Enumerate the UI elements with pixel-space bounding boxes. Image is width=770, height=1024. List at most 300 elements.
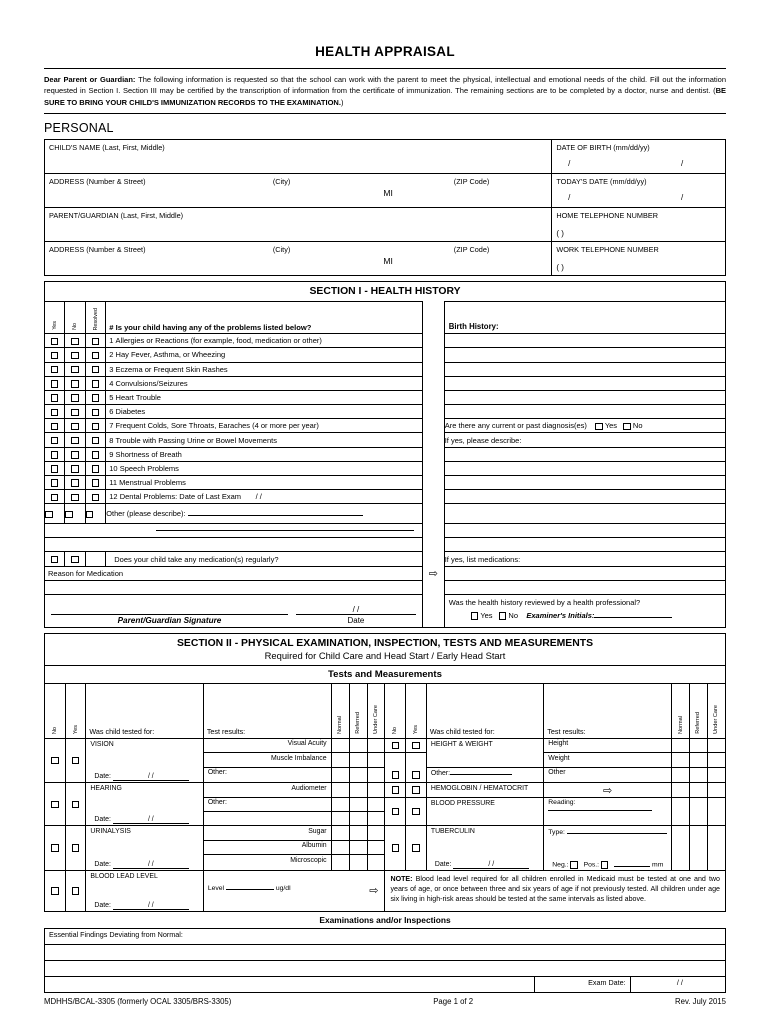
section1-table: [44, 301, 726, 628]
examiner-initials-input[interactable]: [594, 617, 672, 618]
checkbox-resolved-4[interactable]: [85, 376, 105, 390]
checkbox-medication-no[interactable]: [65, 552, 85, 566]
checkbox-yes-9[interactable]: [45, 447, 65, 461]
signature-row: [45, 594, 423, 627]
describe-line-7[interactable]: [444, 538, 725, 552]
tm-col-normal-label: Normal: [337, 715, 344, 734]
reviewed-no-label: No: [508, 610, 519, 620]
urinalysis-referred-1[interactable]: [349, 826, 367, 841]
blood-pressure-test-cell: [426, 797, 543, 826]
home-phone-field[interactable]: [552, 208, 726, 242]
vision-normal-3[interactable]: [331, 767, 349, 783]
intro-bold-tail: BE SURE TO BRING YOUR CHILD'S IMMUNIZATION RECORDS TO THE EXAMINATION.: [44, 86, 726, 107]
bp-yes-checkbox[interactable]: [406, 797, 427, 826]
checkbox-icon[interactable]: [86, 511, 94, 519]
findings-line-2[interactable]: [45, 960, 726, 976]
hearing-normal-2[interactable]: [331, 797, 349, 812]
problem-item-2: [106, 348, 423, 362]
hearing-undercare-2[interactable]: [367, 797, 385, 812]
hearing-referred-2[interactable]: [349, 797, 367, 812]
checkbox-icon[interactable]: [51, 437, 59, 445]
col-yes-header: [45, 302, 65, 334]
checkbox-icon[interactable]: [71, 366, 79, 374]
describe-line-5[interactable]: [444, 504, 725, 524]
checkbox-icon[interactable]: [71, 338, 79, 346]
urinalysis-result-sugar[interactable]: Sugar: [203, 826, 331, 841]
tm-col-referred-right: [690, 683, 708, 738]
checkbox-icon[interactable]: [412, 808, 420, 816]
vision-label: VISION: [90, 740, 114, 748]
hearing-result-other[interactable]: Other:: [203, 797, 331, 812]
arrow-column-spacer: [422, 524, 444, 538]
tm-col-yes-right: [406, 683, 427, 738]
parent-signature-label: Parent/Guardian Signature: [117, 615, 222, 625]
tm-col-referred-left: [349, 683, 367, 738]
checkbox-icon[interactable]: [392, 742, 400, 750]
hw-other-no-checkbox[interactable]: [385, 767, 406, 783]
checkbox-yes-5[interactable]: [45, 390, 65, 404]
table-row: [45, 433, 726, 447]
vision-yes-checkbox[interactable]: [65, 738, 86, 783]
table-row: [45, 594, 726, 627]
hw-result-other[interactable]: Other: [544, 767, 672, 783]
tb-normal[interactable]: [672, 826, 690, 871]
date-mark: / /: [113, 816, 189, 824]
home-phone-label: HOME TELEPHONE NUMBER: [556, 211, 658, 221]
checkbox-no-8[interactable]: [65, 433, 85, 447]
birth-history-line-1[interactable]: [444, 334, 725, 348]
checkbox-resolved-other[interactable]: [85, 504, 105, 524]
checkbox-resolved-12[interactable]: [85, 490, 105, 504]
problem-item-10: [106, 461, 423, 475]
tb-type-label: Type:: [548, 829, 565, 837]
checkbox-icon[interactable]: [92, 394, 100, 402]
todays-date-slashes: / /: [568, 193, 710, 203]
checkbox-no-1[interactable]: [65, 334, 85, 348]
exam-date-label: Exam Date:: [535, 976, 630, 992]
hearing-result-blank[interactable]: [203, 812, 331, 826]
describe-line-3[interactable]: [444, 476, 725, 490]
checkbox-no-5[interactable]: [65, 390, 85, 404]
checkbox-icon[interactable]: [51, 409, 59, 417]
checkbox-icon[interactable]: [92, 479, 100, 487]
describe-line-1[interactable]: [444, 447, 725, 461]
urinalysis-no-checkbox[interactable]: [45, 826, 66, 871]
checkbox-icon[interactable]: [72, 801, 80, 809]
blood-lead-date-field[interactable]: [90, 902, 188, 910]
lead-no-checkbox[interactable]: [45, 870, 66, 911]
blood-lead-arrow-icon: ⇨: [369, 884, 379, 897]
checkbox-resolved-3[interactable]: [85, 362, 105, 376]
tb-type-input[interactable]: [567, 833, 667, 834]
problem-item-3: [106, 362, 423, 376]
tuberculin-label: TUBERCULIN: [430, 828, 475, 836]
urinalysis-normal-3[interactable]: [331, 855, 349, 871]
checkbox-resolved-11[interactable]: [85, 476, 105, 490]
intro-lead: Dear Parent or Guardian:: [44, 75, 136, 84]
item-text: Diabetes: [115, 407, 146, 417]
checkbox-yes-1[interactable]: [45, 334, 65, 348]
exam-date-field[interactable]: / /: [630, 976, 725, 992]
vision-normal-2[interactable]: [331, 753, 349, 768]
birth-history-line-5[interactable]: [444, 390, 725, 404]
hearing-referred-3[interactable]: [349, 812, 367, 826]
urinalysis-referred-3[interactable]: [349, 855, 367, 871]
checkbox-icon[interactable]: [51, 887, 59, 895]
hw-other-yes-checkbox[interactable]: [406, 767, 427, 783]
checkbox-icon[interactable]: [51, 451, 59, 459]
checkbox-no-6[interactable]: [65, 405, 85, 419]
tm-col-tested-right: Was child tested for:: [426, 683, 543, 738]
checkbox-icon[interactable]: [51, 556, 59, 564]
tm-col-referred-label: Referred: [695, 712, 702, 734]
medication-question-text: Does your child take any medication(s) regularly?: [114, 554, 279, 564]
vision-normal-1[interactable]: [331, 738, 349, 753]
checkbox-icon[interactable]: [412, 786, 420, 794]
hearing-no-checkbox[interactable]: [45, 783, 66, 826]
checkbox-icon[interactable]: [51, 465, 59, 473]
section2-subtitle: Required for Child Care and Head Start / Early Head Start: [264, 649, 506, 661]
vision-no-checkbox[interactable]: [45, 738, 66, 783]
tuberculin-results-cell: [544, 826, 672, 871]
checkbox-no-3[interactable]: [65, 362, 85, 376]
arrow-column-spacer: [422, 419, 444, 433]
tb-yes-checkbox[interactable]: [406, 826, 427, 871]
checkbox-no-4[interactable]: [65, 376, 85, 390]
describe-line-2[interactable]: [444, 461, 725, 475]
checkbox-icon[interactable]: [92, 409, 100, 417]
checkbox-resolved-9[interactable]: [85, 447, 105, 461]
diagnosis-question-cell: [444, 419, 725, 433]
checkbox-icon[interactable]: [392, 808, 400, 816]
col-resolved-header: [85, 302, 105, 334]
hw-result-height[interactable]: Height: [544, 738, 672, 753]
checkbox-icon[interactable]: [570, 861, 578, 869]
tm-col-no-label: No: [51, 726, 58, 734]
vision-result-other[interactable]: Other:: [203, 767, 331, 783]
checkbox-icon[interactable]: [623, 423, 631, 431]
date-mark: / /: [113, 773, 189, 781]
child-name-field[interactable]: [45, 140, 552, 174]
hw-no-checkbox[interactable]: [385, 738, 406, 753]
hearing-yes-checkbox[interactable]: [65, 783, 86, 826]
parent-guardian-field[interactable]: [45, 208, 552, 242]
vision-result-muscle-imbalance[interactable]: Muscle Imbalance: [203, 753, 331, 768]
checkbox-icon[interactable]: [412, 844, 420, 852]
checkbox-resolved-6[interactable]: [85, 405, 105, 419]
checkbox-icon[interactable]: [71, 437, 79, 445]
tm-col-yes-left: [65, 683, 86, 738]
checkbox-icon[interactable]: [51, 394, 59, 402]
checkbox-no-10[interactable]: [65, 461, 85, 475]
vision-undercare-3[interactable]: [367, 767, 385, 783]
checkbox-yes-2[interactable]: [45, 348, 65, 362]
urinalysis-result-microscopic[interactable]: Microscopic: [203, 855, 331, 871]
checkbox-icon[interactable]: [92, 423, 100, 431]
urinalysis-normal-1[interactable]: [331, 826, 349, 841]
problems-question: [106, 302, 423, 334]
tm-col-yes-label: Yes: [413, 724, 419, 734]
item-text: Speech Problems: [119, 463, 179, 473]
checkbox-icon[interactable]: [71, 556, 79, 564]
checkbox-icon[interactable]: [71, 352, 79, 360]
checkbox-icon[interactable]: [72, 887, 80, 895]
checkbox-icon[interactable]: [471, 612, 479, 620]
hearing-date-field[interactable]: [90, 816, 188, 824]
checkbox-icon[interactable]: [412, 742, 420, 750]
vision-result-visual-acuity[interactable]: Visual Acuity: [203, 738, 331, 753]
intro-body: The following information is requested so that the school can work with the parent to meet the physical, intellectual and emotional needs of the child. Fill out the information requested in Section I. Section III may be certified by the transcription of information from the certificate of immunization. The remaining sections are to be completed by a doctor, nurse and dentist. (: [44, 75, 726, 96]
tb-mm-input[interactable]: [614, 866, 650, 867]
section2-header: [44, 633, 726, 665]
other-describe-input[interactable]: [188, 515, 363, 516]
tm-col-results-right: Test results:: [544, 683, 672, 738]
meds-line-2[interactable]: [444, 580, 725, 594]
height-weight-label: HEIGHT & WEIGHT: [430, 740, 493, 748]
checkbox-icon[interactable]: [92, 494, 100, 502]
checkbox-resolved-2[interactable]: [85, 348, 105, 362]
checkbox-icon[interactable]: [92, 437, 100, 445]
hearing-undercare-1[interactable]: [367, 783, 385, 798]
urinalysis-undercare-3[interactable]: [367, 855, 385, 871]
describe-line-6[interactable]: [444, 524, 725, 538]
item-text: Eczema or Frequent Skin Rashes: [115, 364, 228, 374]
checkbox-icon[interactable]: [71, 465, 79, 473]
bp-undercare[interactable]: [707, 797, 725, 826]
hw-undercare-2[interactable]: [707, 753, 725, 768]
checkbox-icon[interactable]: [51, 801, 59, 809]
checkbox-icon[interactable]: [92, 352, 100, 360]
bp-normal[interactable]: [672, 797, 690, 826]
hearing-normal-3[interactable]: [331, 812, 349, 826]
checkbox-yes-4[interactable]: [45, 376, 65, 390]
checkbox-resolved-10[interactable]: [85, 461, 105, 475]
lead-yes-checkbox[interactable]: [65, 870, 86, 911]
checkbox-icon[interactable]: [65, 511, 73, 519]
checkbox-resolved-5[interactable]: [85, 390, 105, 404]
checkbox-yes-3[interactable]: [45, 362, 65, 376]
hw-undercare-3[interactable]: [707, 767, 725, 783]
hearing-normal-1[interactable]: [331, 783, 349, 798]
checkbox-icon[interactable]: [595, 423, 603, 431]
blank-cell: [85, 552, 105, 566]
urinalysis-normal-2[interactable]: [331, 840, 349, 855]
hearing-undercare-3[interactable]: [367, 812, 385, 826]
hgb-referred[interactable]: [690, 783, 708, 798]
checkbox-yes-10[interactable]: [45, 461, 65, 475]
bp-reading-input[interactable]: [548, 810, 652, 811]
checkbox-resolved-8[interactable]: [85, 433, 105, 447]
table-row: [45, 538, 726, 552]
hearing-label: HEARING: [90, 785, 122, 793]
bp-referred[interactable]: [690, 797, 708, 826]
item-number: 12: [109, 492, 118, 502]
dob-field[interactable]: [552, 140, 726, 174]
urinalysis-undercare-2[interactable]: [367, 840, 385, 855]
checkbox-icon[interactable]: [71, 409, 79, 417]
date-mark: / /: [113, 902, 189, 910]
vision-referred-2[interactable]: [349, 753, 367, 768]
checkbox-medication-yes[interactable]: [45, 552, 65, 566]
checkbox-yes-11[interactable]: [45, 476, 65, 490]
urinalysis-yes-checkbox[interactable]: [65, 826, 86, 871]
hw-normal-1[interactable]: [672, 738, 690, 753]
hw-referred-1[interactable]: [690, 738, 708, 753]
checkbox-no-7[interactable]: [65, 419, 85, 433]
page-footer: [44, 993, 726, 1006]
zip-label: (ZIP Code): [453, 177, 490, 187]
findings-line-1[interactable]: [45, 944, 726, 960]
hw-referred-2[interactable]: [690, 753, 708, 768]
parent-guardian-label: PARENT/GUARDIAN (Last, First, Middle): [49, 211, 184, 221]
dental-exam-date[interactable]: / /: [255, 492, 262, 502]
checkbox-icon[interactable]: [92, 451, 100, 459]
checkbox-no-other[interactable]: [65, 504, 85, 524]
table-row: [45, 419, 726, 433]
checkbox-icon[interactable]: [392, 844, 400, 852]
hgb-yes-checkbox[interactable]: [406, 783, 427, 798]
other-continuation-line[interactable]: [106, 524, 423, 538]
checkbox-icon[interactable]: [71, 423, 79, 431]
checkbox-yes-6[interactable]: [45, 405, 65, 419]
todays-date-field[interactable]: [552, 174, 726, 208]
parent-address-field[interactable]: [45, 242, 552, 276]
vision-test-cell: [86, 738, 203, 783]
table-row: [45, 376, 726, 390]
checkbox-icon[interactable]: [71, 380, 79, 388]
urinalysis-undercare-1[interactable]: [367, 826, 385, 841]
hgb-normal[interactable]: [672, 783, 690, 798]
problem-item-4: [106, 376, 423, 390]
tb-no-checkbox[interactable]: [385, 826, 406, 871]
hearing-result-audiometer[interactable]: Audiometer: [203, 783, 331, 798]
hw-yes-checkbox[interactable]: [406, 738, 427, 753]
reason-medication-line[interactable]: [45, 580, 423, 594]
checkbox-no-9[interactable]: [65, 447, 85, 461]
meds-line-1[interactable]: [444, 566, 725, 580]
birth-history-line-2[interactable]: [444, 348, 725, 362]
table-row: [45, 566, 726, 580]
item-number: 3: [109, 364, 114, 374]
hearing-referred-1[interactable]: [349, 783, 367, 798]
table-row: [45, 405, 726, 419]
checkbox-icon[interactable]: [51, 338, 59, 346]
tb-referred[interactable]: [690, 826, 708, 871]
checkbox-icon[interactable]: [92, 366, 100, 374]
hw-normal-2[interactable]: [672, 753, 690, 768]
hw-result-weight[interactable]: Weight: [544, 753, 672, 768]
checkbox-icon[interactable]: [92, 338, 100, 346]
birth-history-line-4[interactable]: [444, 376, 725, 390]
checkbox-no-11[interactable]: [65, 476, 85, 490]
checkbox-no-12[interactable]: [65, 490, 85, 504]
table-row: [45, 928, 726, 944]
findings-line-3[interactable]: [45, 976, 535, 992]
blank-cell: [45, 538, 423, 552]
checkbox-icon[interactable]: [51, 352, 59, 360]
checkbox-icon[interactable]: [499, 612, 507, 620]
checkbox-resolved-1[interactable]: [85, 334, 105, 348]
hgb-no-checkbox[interactable]: [385, 783, 406, 798]
checkbox-icon[interactable]: [72, 844, 80, 852]
date-mark: / /: [453, 861, 529, 869]
vision-date-field[interactable]: [90, 773, 188, 781]
vision-undercare-2[interactable]: [367, 753, 385, 768]
checkbox-icon[interactable]: [51, 366, 59, 374]
checkbox-no-2[interactable]: [65, 348, 85, 362]
checkbox-icon[interactable]: [51, 494, 59, 502]
table-row: [45, 504, 726, 524]
tm-col-yes-label: Yes: [72, 724, 79, 734]
urinalysis-referred-2[interactable]: [349, 840, 367, 855]
urinalysis-date-field[interactable]: [90, 861, 188, 869]
bp-no-checkbox[interactable]: [385, 797, 406, 826]
checkbox-icon[interactable]: [392, 771, 400, 779]
checkbox-yes-other[interactable]: [45, 504, 65, 524]
signature-date-field[interactable]: [296, 605, 416, 625]
hw-other-input[interactable]: [450, 774, 512, 775]
work-phone-field[interactable]: [552, 242, 726, 276]
checkbox-icon[interactable]: [412, 771, 420, 779]
urinalysis-result-albumin[interactable]: Albumin: [203, 840, 331, 855]
tuberculin-date-field[interactable]: [431, 861, 529, 869]
item-number: 11: [109, 478, 118, 488]
birth-history-line-6[interactable]: [444, 405, 725, 419]
reviewed-cell: [444, 594, 725, 627]
checkbox-resolved-7[interactable]: [85, 419, 105, 433]
checkbox-icon[interactable]: [51, 757, 59, 765]
signature-date-label: Date: [347, 615, 365, 625]
checkbox-icon[interactable]: [92, 380, 100, 388]
vision-referred-3[interactable]: [349, 767, 367, 783]
hw-undercare-1[interactable]: [707, 738, 725, 753]
checkbox-icon[interactable]: [71, 494, 79, 502]
tm-header-row: [45, 683, 726, 738]
checkbox-icon[interactable]: [392, 786, 400, 794]
child-address-field[interactable]: [45, 174, 552, 208]
checkbox-yes-8[interactable]: [45, 433, 65, 447]
checkbox-icon[interactable]: [71, 479, 79, 487]
hw-referred-3[interactable]: [690, 767, 708, 783]
checkbox-icon[interactable]: [92, 465, 100, 473]
col-yes-label: Yes: [51, 321, 58, 331]
arrow-column-spacer: [422, 447, 444, 461]
parent-signature-field[interactable]: [51, 614, 288, 625]
checkbox-icon[interactable]: [601, 861, 609, 869]
vision-referred-1[interactable]: [349, 738, 367, 753]
signature-date-mark: / /: [352, 604, 360, 614]
blood-pressure-label: BLOOD PRESSURE: [430, 799, 495, 807]
checkbox-icon[interactable]: [71, 394, 79, 402]
birth-history-line-3[interactable]: [444, 362, 725, 376]
hgb-undercare[interactable]: [707, 783, 725, 798]
checkbox-icon[interactable]: [51, 844, 59, 852]
vision-undercare-1[interactable]: [367, 738, 385, 753]
checkbox-icon[interactable]: [45, 511, 53, 519]
checkbox-icon[interactable]: [51, 423, 59, 431]
checkbox-icon[interactable]: [51, 479, 59, 487]
checkbox-yes-7[interactable]: [45, 419, 65, 433]
dob-label: DATE OF BIRTH (mm/dd/yy): [556, 143, 650, 153]
lead-level-input[interactable]: [226, 889, 274, 890]
hw-normal-3[interactable]: [672, 767, 690, 783]
describe-line-4[interactable]: [444, 490, 725, 504]
checkbox-icon[interactable]: [71, 451, 79, 459]
checkbox-yes-12[interactable]: [45, 490, 65, 504]
checkbox-icon[interactable]: [51, 380, 59, 388]
tb-undercare[interactable]: [707, 826, 725, 871]
checkbox-icon[interactable]: [72, 757, 80, 765]
